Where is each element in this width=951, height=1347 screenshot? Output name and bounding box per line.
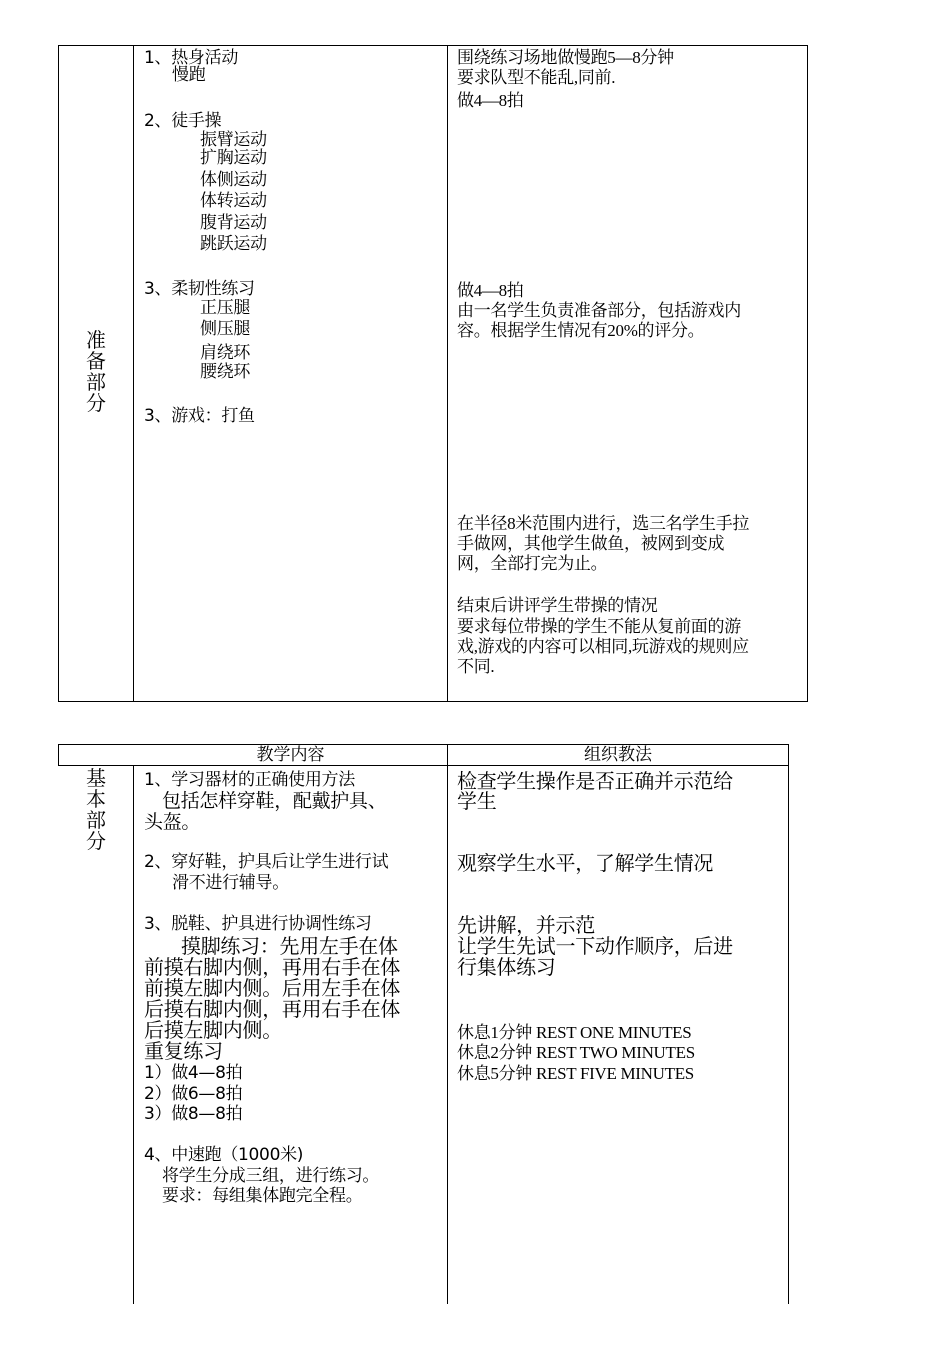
header-organization-method: 组织教法 — [584, 745, 652, 765]
basic-method-line-3: 观察学生水平，了解学生情况 — [457, 851, 714, 875]
prep-method-line-3: 做4—8拍 — [457, 91, 524, 110]
basic-method-line-1: 检查学生操作是否正确并示范给 — [457, 769, 733, 793]
basic-table-right-border — [788, 744, 789, 1304]
prep-method-line-7: 在半径8米范围内进行，选三名学生手拉 — [457, 514, 750, 533]
basic-table-method-divider — [447, 744, 448, 1304]
waist-circle-item: 腰绕环 — [200, 362, 251, 382]
warmup-heading: 1、热身活动 — [144, 48, 239, 68]
basic-method-line-5: 让学生先试一下动作顺序，后进 — [457, 934, 733, 958]
medium-run-detail-2: 要求：每组集体跑完全程。 — [162, 1186, 363, 1206]
basic-table-left-border — [58, 744, 59, 766]
prep-method-line-10: 结束后讲评学生带操的情况 — [457, 596, 658, 615]
side-bend-item: 体侧运动 — [200, 170, 267, 190]
equipment-detail-2: 头盔。 — [144, 811, 201, 833]
rest-1-minute: 休息1分钟 REST ONE MINUTES — [457, 1023, 692, 1042]
coordination-line-1: 摸脚练习：先用左手在体 — [181, 934, 398, 958]
medium-run-detail-1: 将学生分成三组，进行练习。 — [162, 1166, 380, 1186]
prep-method-line-8: 手做网，其他学生做鱼，被网到变成 — [457, 534, 725, 553]
basic-method-line-2: 学生 — [457, 789, 497, 813]
prep-method-line-4: 做4—8拍 — [457, 281, 524, 300]
body-twist-item: 体转运动 — [200, 191, 267, 211]
prep-table — [58, 45, 808, 702]
trial-slide-heading: 2、穿好鞋，护具后让学生进行试 — [144, 852, 389, 872]
coordination-heading: 3、脱鞋、护具进行协调性练习 — [144, 914, 372, 934]
repeat-item-1: 1）做4—8拍 — [144, 1063, 243, 1083]
chest-expansion-item: 扩胸运动 — [200, 148, 267, 168]
coordination-line-3: 前摸左脚内侧。后用左手在体 — [144, 976, 401, 1000]
prep-col-divider-1 — [133, 45, 134, 701]
front-leg-press-item: 正压腿 — [200, 298, 251, 318]
basic-table-label-divider — [133, 765, 134, 1304]
jumping-item: 跳跃运动 — [200, 234, 267, 254]
basic-table-top-border — [58, 744, 789, 745]
rest-2-minutes: 休息2分钟 REST TWO MINUTES — [457, 1043, 695, 1062]
prep-col-divider-2 — [447, 45, 448, 701]
prep-method-line-1: 围绕练习场地做慢跑5—8分钟 — [457, 48, 674, 67]
coordination-line-5: 后摸左脚内侧。 — [144, 1018, 282, 1042]
jogging-item: 慢跑 — [172, 65, 206, 85]
repeat-item-2: 2）做6—8拍 — [144, 1084, 243, 1104]
coordination-line-4: 后摸右脚内侧，再用右手在体 — [144, 997, 401, 1021]
trial-slide-detail: 滑不进行辅导。 — [172, 873, 289, 893]
header-teaching-content: 教学内容 — [256, 745, 325, 765]
prep-method-line-9: 网，全部打完为止。 — [457, 554, 608, 573]
prep-method-line-6: 容。根据学生情况有20%的评分。 — [457, 321, 705, 340]
equipment-detail-1: 包括怎样穿鞋，配戴护具、 — [162, 790, 387, 812]
arm-swing-item: 振臂运动 — [200, 130, 267, 150]
rest-5-minutes: 休息5分钟 REST FIVE MINUTES — [457, 1064, 694, 1083]
prep-method-line-13: 不同. — [457, 657, 495, 676]
prep-method-line-11: 要求每位带操的学生不能从复前面的游 — [457, 617, 741, 636]
prep-method-line-12: 戏,游戏的内容可以相同,玩游戏的规则应 — [457, 637, 749, 656]
prep-section-label: 准 备 部 分 — [86, 328, 106, 415]
basic-table-header-divider — [58, 765, 789, 766]
shoulder-circle-item: 肩绕环 — [200, 343, 251, 363]
game-heading: 3、游戏：打鱼 — [144, 406, 255, 426]
side-leg-press-item: 侧压腿 — [200, 319, 251, 339]
basic-method-line-4: 先讲解，并示范 — [457, 913, 595, 937]
flexibility-heading: 3、柔韧性练习 — [144, 279, 255, 299]
medium-run-heading: 4、中速跑（1000米) — [144, 1145, 304, 1165]
freehand-heading: 2、徒手操 — [144, 111, 222, 131]
abdomen-back-item: 腹背运动 — [200, 213, 267, 233]
basic-method-line-6: 行集体练习 — [457, 955, 556, 979]
basic-section-label: 基 本 部 分 — [86, 766, 106, 853]
prep-method-line-2: 要求队型不能乱,同前. — [457, 68, 616, 87]
prep-method-line-5: 由一名学生负责准备部分，包括游戏内 — [457, 301, 741, 320]
repeat-item-3: 3）做8—8拍 — [144, 1104, 243, 1124]
repeat-heading: 重复练习 — [144, 1039, 223, 1063]
equipment-heading: 1、学习器材的正确使用方法 — [144, 770, 355, 790]
coordination-line-2: 前摸右脚内侧，再用右手在体 — [144, 955, 401, 979]
